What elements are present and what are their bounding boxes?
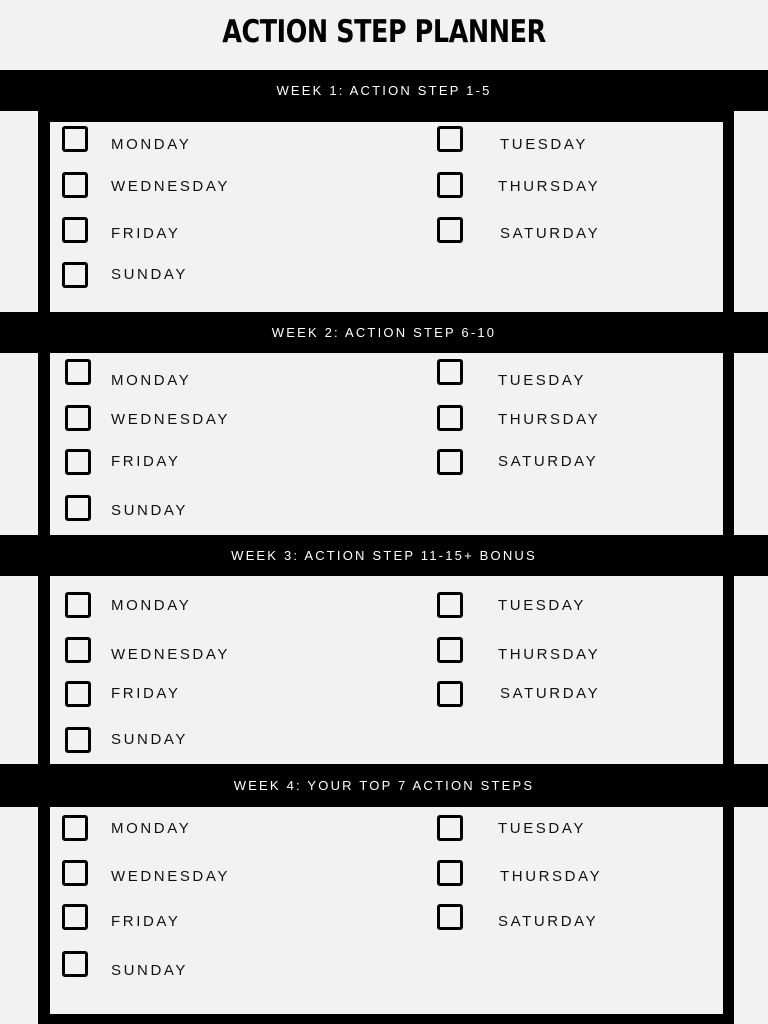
week-2-saturday-label: SATURDAY — [498, 453, 599, 470]
week-2-friday-checkbox[interactable] — [65, 449, 91, 475]
week-1-monday-checkbox[interactable] — [62, 126, 88, 152]
week-3-friday-label: FRIDAY — [111, 685, 181, 702]
week-4-friday-checkbox[interactable] — [62, 904, 88, 930]
week-4-sunday-label: SUNDAY — [111, 962, 188, 979]
week-3-saturday-checkbox[interactable] — [437, 681, 463, 707]
week-4-tuesday-label: TUESDAY — [498, 820, 586, 837]
week-1-thursday-label: THURSDAY — [498, 178, 601, 195]
week-1-wednesday-label: WEDNESDAY — [111, 178, 230, 195]
week-4-thursday-label: THURSDAY — [500, 868, 603, 885]
week-2-tuesday-checkbox[interactable] — [437, 359, 463, 385]
week-1-tuesday-label: TUESDAY — [500, 136, 588, 153]
week-3-sunday-checkbox[interactable] — [65, 727, 91, 753]
week-4-thursday-checkbox[interactable] — [437, 860, 463, 886]
week-2-thursday-label: THURSDAY — [498, 411, 601, 428]
week-1-friday-label: FRIDAY — [111, 225, 181, 242]
week-3-monday-label: MONDAY — [111, 597, 192, 614]
week-1-friday-checkbox[interactable] — [62, 217, 88, 243]
week-4-saturday-label: SATURDAY — [498, 913, 599, 930]
week-1-thursday-checkbox[interactable] — [437, 172, 463, 198]
week-1-header: WEEK 1: ACTION STEP 1-5 — [0, 70, 768, 111]
week-4-header: WEEK 4: YOUR TOP 7 ACTION STEPS — [0, 764, 768, 807]
week-2-friday-label: FRIDAY — [111, 453, 181, 470]
week-2-thursday-checkbox[interactable] — [437, 405, 463, 431]
week-4-monday-label: MONDAY — [111, 820, 192, 837]
week-3-wednesday-label: WEDNESDAY — [111, 646, 230, 663]
week-3-thursday-checkbox[interactable] — [437, 637, 463, 663]
week-3-sunday-label: SUNDAY — [111, 731, 188, 748]
week-1-sunday-label: SUNDAY — [111, 266, 188, 283]
week-4-saturday-checkbox[interactable] — [437, 904, 463, 930]
week-1-saturday-label: SATURDAY — [500, 225, 601, 242]
week-3-tuesday-label: TUESDAY — [498, 597, 586, 614]
week-1-tuesday-checkbox[interactable] — [437, 126, 463, 152]
week-2-monday-label: MONDAY — [111, 372, 192, 389]
week-3-monday-checkbox[interactable] — [65, 592, 91, 618]
week-2-sunday-label: SUNDAY — [111, 502, 188, 519]
week-2-tuesday-label: TUESDAY — [498, 372, 586, 389]
week-4-tuesday-checkbox[interactable] — [437, 815, 463, 841]
week-1-saturday-checkbox[interactable] — [437, 217, 463, 243]
week-3-wednesday-checkbox[interactable] — [65, 637, 91, 663]
week-3-saturday-label: SATURDAY — [500, 685, 601, 702]
week-4-wednesday-checkbox[interactable] — [62, 860, 88, 886]
week-4-wednesday-label: WEDNESDAY — [111, 868, 230, 885]
week-3-friday-checkbox[interactable] — [65, 681, 91, 707]
week-2-wednesday-label: WEDNESDAY — [111, 411, 230, 428]
week-4-panel — [50, 807, 723, 1014]
week-2-saturday-checkbox[interactable] — [437, 449, 463, 475]
week-2-header: WEEK 2: ACTION STEP 6-10 — [0, 312, 768, 353]
week-4-monday-checkbox[interactable] — [62, 815, 88, 841]
week-3-thursday-label: THURSDAY — [498, 646, 601, 663]
week-1-sunday-checkbox[interactable] — [62, 262, 88, 288]
week-1-wednesday-checkbox[interactable] — [62, 172, 88, 198]
week-2-monday-checkbox[interactable] — [65, 359, 91, 385]
week-1-monday-label: MONDAY — [111, 136, 192, 153]
week-3-header: WEEK 3: ACTION STEP 11-15+ BONUS — [0, 535, 768, 576]
week-2-wednesday-checkbox[interactable] — [65, 405, 91, 431]
week-3-tuesday-checkbox[interactable] — [437, 592, 463, 618]
week-4-friday-label: FRIDAY — [111, 913, 181, 930]
week-2-sunday-checkbox[interactable] — [65, 495, 91, 521]
page-title: ACTION STEP PLANNER — [222, 14, 546, 50]
week-4-sunday-checkbox[interactable] — [62, 951, 88, 977]
